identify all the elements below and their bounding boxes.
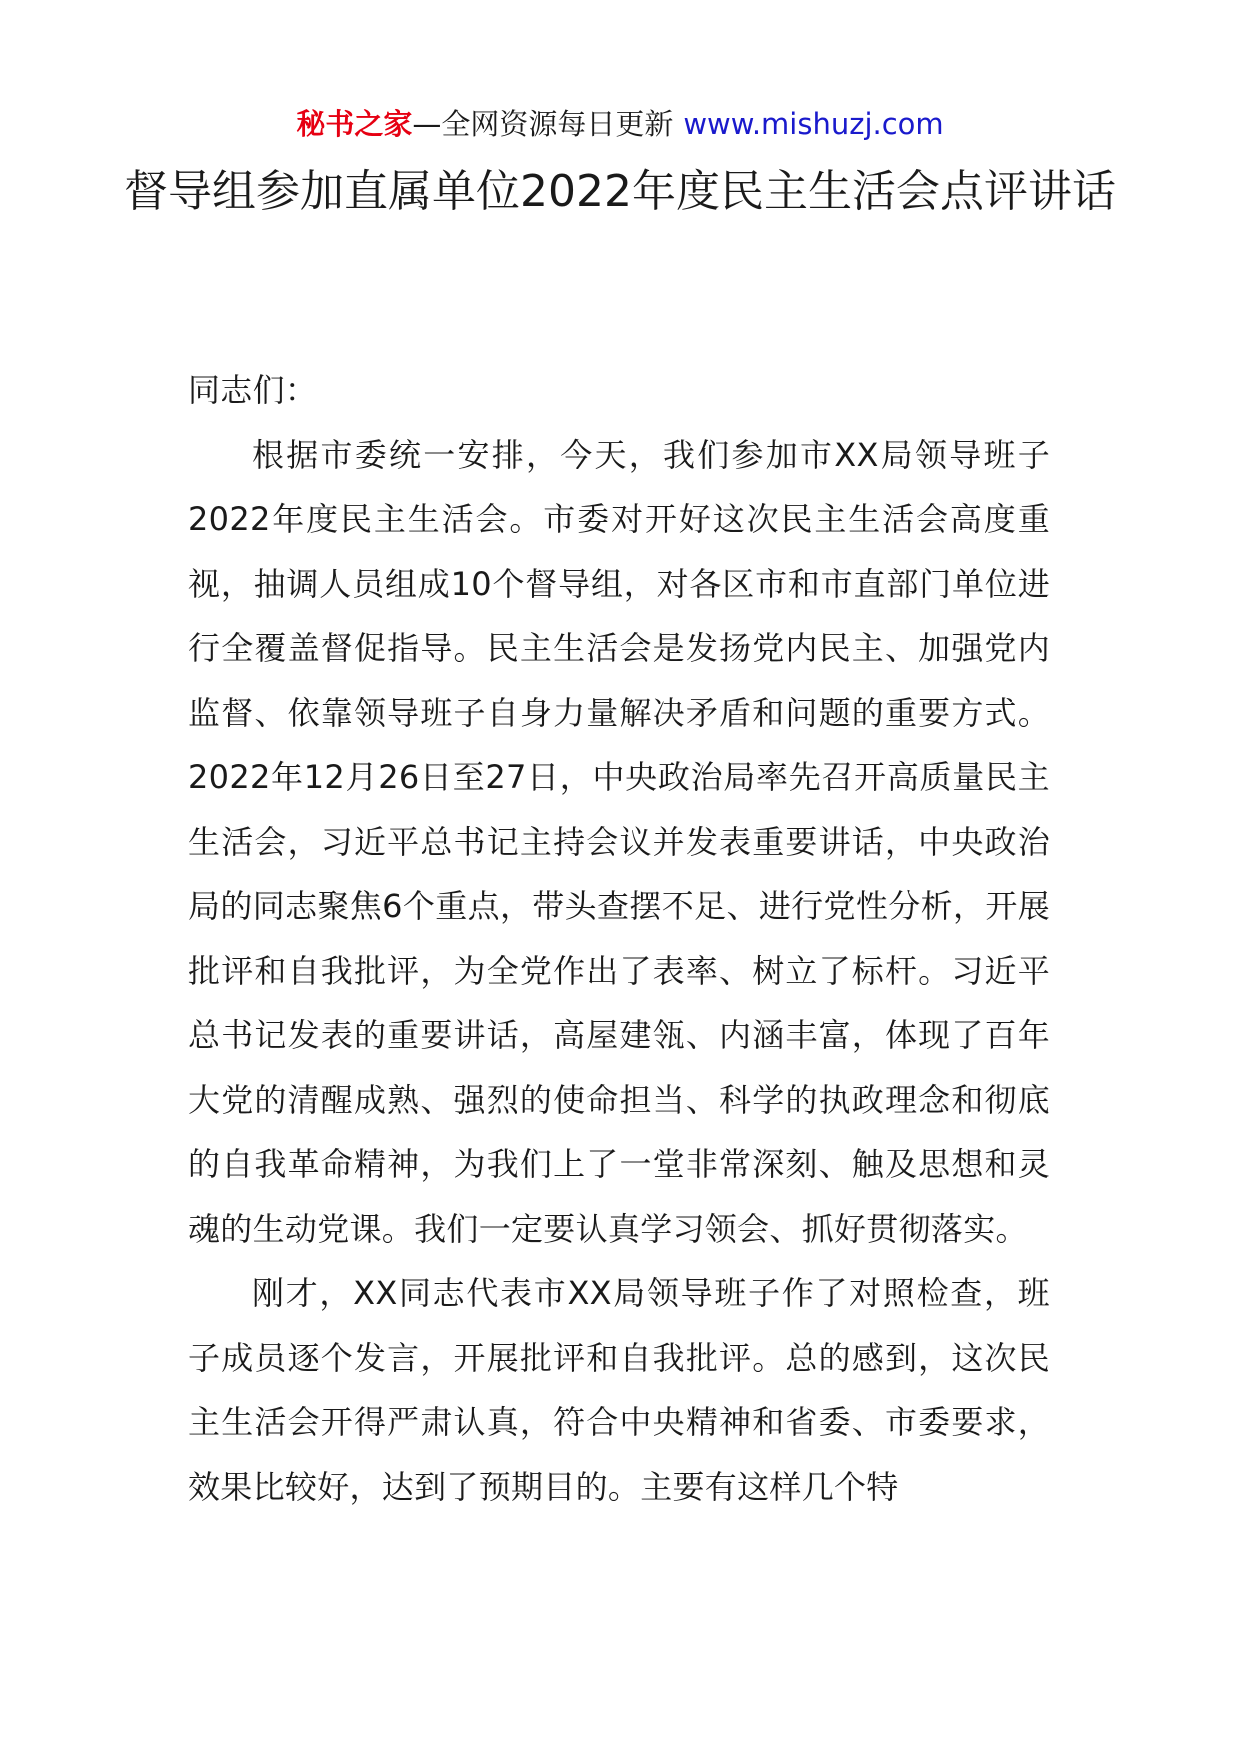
paragraph-1: 根据市委统一安排，今天，我们参加市XX局领导班子2022年度民主生活会。市委对开好这次民主生活会高度重视，抽调人员组成10个督导组，对各区市和市直部门单位进行全覆盖督促指导。民主生活会是发扬党内民主、加强党内监督、依靠领导班子自身力量解决矛盾和问题的重要方式。2022年12月26日至27日，中央政治局率先召开高质量民主生活会，习近平总书记主持会议并发表重要讲话，中央政治局的同志聚焦6个重点，带头查摆不足、进行党性分析，开展批评和自我批评，为全党作出了表率、树立了标杆。习近平总书记发表的重要讲话，高屋建瓴、内涵丰富，体现了百年大党的清醒成熟、强烈的使命担当、科学的执政理念和彻底的自我革命精神，为我们上了一堂非常深刻、触及思想和灵魂的生动党课。我们一定要认真学习领会、抓好贯彻落实。 — [188, 435, 1050, 1248]
salutation: 同志们： — [188, 371, 318, 409]
paragraph-2: 刚才，XX同志代表市XX局领导班子作了对照检查，班子成员逐个发言，开展批评和自我批评。总的感到，这次民主生活会开得严肃认真，符合中央精神和省委、市委要求，效果比较好，达到了预期目的。主要有这样几个特 — [188, 1274, 1050, 1506]
document-body — [188, 358, 1050, 1519]
site-url-link[interactable]: www.mishuzj.com — [683, 107, 944, 141]
brand-name: 秘书之家 — [296, 107, 413, 141]
document-title: 督导组参加直属单位2022年度民主生活会点评讲话 — [124, 166, 1116, 217]
site-slogan: —全网资源每日更新 — [412, 107, 674, 141]
site-header — [0, 104, 1240, 144]
